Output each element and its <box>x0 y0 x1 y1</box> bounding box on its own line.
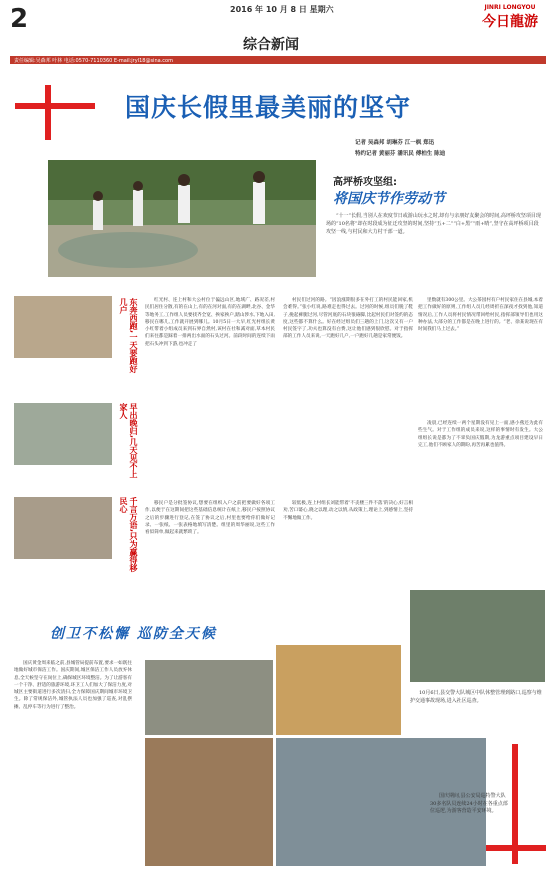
body-column-4 <box>145 500 275 600</box>
body-text-2: 村民们过河的路。“因浪涨期很多在外打工的村民能回家,机会难得。”张小红说,路难走也得过去。过河的时候,组员们脱了鞋子,挽起裤腿过河,尽管河底的石块很硌脚,比起村民们对签约的态度,这些都不算什么。好在经过组员们三趟的上门,这次又有一户村民签字了,功夫也算没有白费,这让他们感到很欣慰。对于指挥部的工作人员来说,一天跑好几户,一户跑好几趟是家常便饭。 <box>283 298 413 340</box>
bottom-photo-street <box>145 660 273 735</box>
side-photo-2 <box>14 403 112 465</box>
body-text-1: 红光村、连上村和大公村位于偏远山区,地域广、路况差,村民们居住分散,有的在山上,有的在河对面,有的在湖畔,北谷、金华等地务工,工作组人员要找齐全宽、挨家挨户,踏山涉水,下地入田,移民在哪儿,工作就开展到哪儿。10月5日一大早,红光村组长黄小红带着小组成员来到石界自然村,该村在社和减对面,草本村民们来往都是踩着一排两出水面的石头过河。前段时间的连续下雨把石头冲到下游,也冲走了 <box>145 298 275 347</box>
main-photo <box>48 160 316 277</box>
byline-correspondents: 特约记者 黄丽芬 潘讯民 傅柏生 陈迪 <box>355 151 446 157</box>
page-number: 2 <box>10 4 29 34</box>
subhead-title: 将国庆节作劳动节 <box>333 191 445 207</box>
body-column-1 <box>145 297 275 389</box>
newspaper-logo <box>470 4 550 36</box>
body-text-3: 里数就有300公里。大公茶园村有户村民家住在县城,本着把工作做好的原则,工作组人员几经周折在深夜才找到他,知道情况后,工作人员将村民情况带回给村民,指挥部领导们也用这种办法,大部分的工作都是在晚上进行的。“老、徐某说现在有时间我们马上过去。” <box>418 298 543 333</box>
body-text-6: 凌晨,已经连续一两个星期没有见上一面,感小燕还为此有些生气。对于工作组的成员来说,这样的事情时有发生。大公组组长说是都为了不辜负国庆假期,为龙游重点项目建设早日完工,他们不顾家人的期盼,再苦再累也值得。 <box>418 421 543 448</box>
side-photo-1 <box>14 296 112 358</box>
red-cross-decoration-horizontal <box>15 103 95 109</box>
issue-date: 2016 年 10 月 8 日 星期六 <box>230 5 334 14</box>
side-photo-3 <box>14 497 112 559</box>
bottom-text: 国庆黄金周来临之前,县城管局提前布置,要求一如既往地做好城市保洁工作。国庆期间,城区保洁工作人员放弃休息,全天候坚守在岗位上,确保城区环境整洁。为了让游客有一个干净、舒适的旅游环境,环卫工人们加大了保洁力度,对城区主要街道进行多次清扫,全力保障国庆期间城市环境卫生。除了常规保洁外,城管执法人员也加强了巡查,对乱摆摊、乱停车等行为进行了整治。 <box>14 661 132 710</box>
body-column-5 <box>283 500 413 600</box>
red-cross-decoration-horizontal-bottom <box>486 845 546 851</box>
bottom-photo-sunset <box>276 645 401 735</box>
editor-info: 责任编辑:吴森邦 叶林 电话:0570-7110360 E-mail:jryl18@sina.com <box>14 58 173 64</box>
bottom-text-column <box>14 660 132 870</box>
side-caption-1: 东奔西跑,一天要跑好几户 <box>119 298 138 374</box>
byline-reporters: 记者 吴森邦 胡琳芬 江一枫 郑迅 <box>355 140 435 146</box>
subhead-label: 高坪桥攻坚组: <box>333 177 397 188</box>
side-caption-2: 早出晚归,几天见不上家人 <box>119 403 138 479</box>
bottom-photo-crowd <box>410 590 545 682</box>
body-text-5: 较低极,连上村组长刘能带着'不丧楼三件不落'的决心,好言相劝,苦口婆心,晓之以理,动之以情,从政策上,理论上,到感情上,坚持不懈地做工作。 <box>283 501 413 521</box>
body-column-2 <box>283 297 413 437</box>
red-cross-decoration-vertical <box>45 85 51 140</box>
photo-caption-1: 10月6日,县交警大队城区中队休整管理到路口,巡察与维护交通事故现场,进入社区巡查。 <box>410 690 542 704</box>
section-title: 综合新闻 <box>243 37 299 53</box>
logo-subtitle: JINRI LONGYOU <box>484 4 536 11</box>
body-text-4: 移民户是分批签协议,想要在组织入户之前把要做好各项工作,以便于在这期间把这些基础信息统计在纸上,移民户按照协议之后的步骤进行登记,在签了协议之后,村里也要给你们做好记录、一张纸、一张表格地填写清楚。组里的周华丽说,这些工作看似简单,做起来就繁琐了。 <box>145 501 275 536</box>
logo-title: 今日龍游 <box>482 14 538 30</box>
body-column-6 <box>418 420 543 600</box>
side-caption-3: 千言万语,只为赢得移民心 <box>119 497 138 573</box>
main-headline: 国庆长假里最美丽的坚守 <box>125 93 412 122</box>
body-column-3 <box>418 297 543 417</box>
photo-caption-2: 国庆期间,县公安局巡特警大队30多名队员连续24小时在各重点部位巡逻,为游客营造平安环境。 <box>430 793 508 815</box>
lead-paragraph: “十一”长假,当别人在欢度节日或游山玩水之时,却有与亲朋好友聚会的时间,高坪桥攻坚项目现场的“10名将”却在时段成为征迁攻坚的时间,坚持“五+二”“白+黑”“雨+晴”,坚守在高坪桥项目段攻坚一线,与村民和大力村干部一道。 <box>326 213 541 235</box>
bottom-heading: 创卫不松懈 巡防全天候 <box>50 626 217 642</box>
bottom-photo-market <box>145 738 273 866</box>
